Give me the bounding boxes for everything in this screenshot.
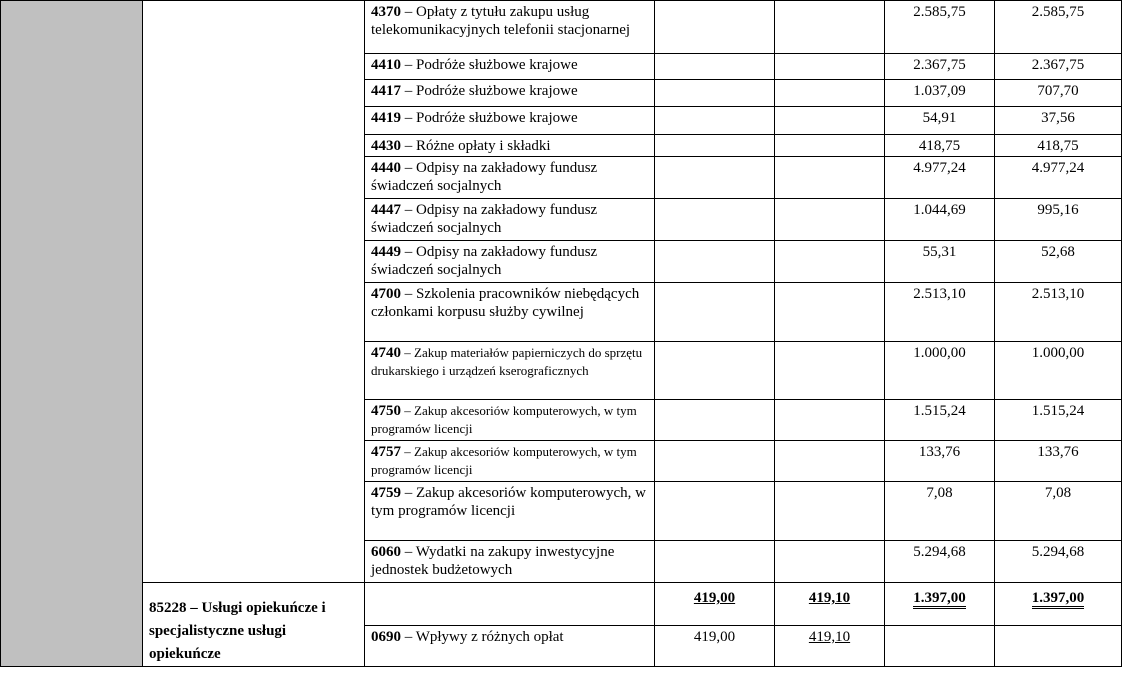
- cell-value: 1.515,24: [995, 400, 1122, 441]
- cell-value: [885, 626, 995, 667]
- cell-value: [775, 541, 885, 583]
- cell-value: [655, 54, 775, 80]
- table-row: [1, 1, 1122, 54]
- cell-value: 1.044,69: [885, 199, 995, 241]
- cell-value: [655, 80, 775, 107]
- empty-section-cell: [143, 1, 365, 583]
- cell-value: 52,68: [995, 241, 1122, 283]
- cell-value: [655, 441, 775, 482]
- cell-value: 418,75: [995, 135, 1122, 157]
- cell-value: [775, 482, 885, 541]
- cell-value: 7,08: [995, 482, 1122, 541]
- cell-value: 54,91: [885, 107, 995, 135]
- cell-value: 133,76: [995, 441, 1122, 482]
- row-description: 4449 – Odpisy na zakładowy fundusz świadczeń socjalnych: [365, 241, 655, 283]
- total-value: 419,00: [655, 583, 775, 626]
- cell-value: 1.000,00: [995, 342, 1122, 400]
- cell-value: 707,70: [995, 80, 1122, 107]
- row-description: 4417 – Podróże służbowe krajowe: [365, 80, 655, 107]
- cell-value: [655, 135, 775, 157]
- empty-description-cell: [365, 583, 655, 626]
- total-value: 1.397,00: [995, 583, 1122, 626]
- cell-value: 4.977,24: [995, 157, 1122, 199]
- cell-value: [775, 342, 885, 400]
- total-value: 1.397,00: [885, 583, 995, 626]
- cell-value: 2.585,75: [885, 1, 995, 54]
- cell-value: [775, 107, 885, 135]
- cell-value: [655, 541, 775, 583]
- cell-value: [775, 135, 885, 157]
- cell-value: 7,08: [885, 482, 995, 541]
- cell-value: 2.513,10: [885, 283, 995, 342]
- gray-margin-column: [1, 1, 143, 667]
- section-title: 85228 – Usługi opiekuńcze i specjalistyczne usługi opiekuńcze: [143, 583, 365, 667]
- row-description: 4740 – Zakup materiałów papierniczych do sprzętu drukarskiego i urządzeń kserograficznych: [365, 342, 655, 400]
- cell-value: [655, 283, 775, 342]
- cell-value: [775, 199, 885, 241]
- cell-value: 2.367,75: [885, 54, 995, 80]
- cell-value: [775, 157, 885, 199]
- row-description: 4410 – Podróże służbowe krajowe: [365, 54, 655, 80]
- cell-value: [775, 1, 885, 54]
- cell-value: [655, 241, 775, 283]
- cell-value: 2.585,75: [995, 1, 1122, 54]
- cell-value: 2.513,10: [995, 283, 1122, 342]
- cell-value: [655, 199, 775, 241]
- row-description: 6060 – Wydatki na zakupy inwestycyjne jednostek budżetowych: [365, 541, 655, 583]
- cell-value: 419,10: [775, 626, 885, 667]
- cell-value: [655, 157, 775, 199]
- cell-value: 37,56: [995, 107, 1122, 135]
- row-description: 0690 – Wpływy z różnych opłat: [365, 626, 655, 667]
- cell-value: 418,75: [885, 135, 995, 157]
- cell-value: 1.515,24: [885, 400, 995, 441]
- cell-value: 5.294,68: [995, 541, 1122, 583]
- cell-value: 133,76: [885, 441, 995, 482]
- cell-value: [995, 626, 1122, 667]
- cell-value: 4.977,24: [885, 157, 995, 199]
- cell-value: [775, 441, 885, 482]
- cell-value: [775, 80, 885, 107]
- cell-value: 995,16: [995, 199, 1122, 241]
- cell-value: [775, 283, 885, 342]
- total-value: 419,10: [775, 583, 885, 626]
- cell-value: [655, 1, 775, 54]
- cell-value: [775, 54, 885, 80]
- cell-value: 55,31: [885, 241, 995, 283]
- row-description: 4757 – Zakup akcesoriów komputerowych, w tym programów licencji: [365, 441, 655, 482]
- cell-value: 2.367,75: [995, 54, 1122, 80]
- cell-value: 419,00: [655, 626, 775, 667]
- row-description: 4430 – Różne opłaty i składki: [365, 135, 655, 157]
- cell-value: [775, 400, 885, 441]
- cell-value: [655, 107, 775, 135]
- row-description: 4750 – Zakup akcesoriów komputerowych, w tym programów licencji: [365, 400, 655, 441]
- cell-value: 1.000,00: [885, 342, 995, 400]
- row-description: 4370 – Opłaty z tytułu zakupu usług telekomunikacyjnych telefonii stacjonarnej: [365, 1, 655, 54]
- row-description: 4700 – Szkolenia pracowników niebędących członkami korpusu służby cywilnej: [365, 283, 655, 342]
- row-description: 4759 – Zakup akcesoriów komputerowych, w tym programów licencji: [365, 482, 655, 541]
- row-description: 4419 – Podróże służbowe krajowe: [365, 107, 655, 135]
- section-totals-row: [1, 583, 1122, 626]
- row-description: 4440 – Odpisy na zakładowy fundusz świadczeń socjalnych: [365, 157, 655, 199]
- cell-value: 1.037,09: [885, 80, 995, 107]
- cell-value: 5.294,68: [885, 541, 995, 583]
- cell-value: [655, 342, 775, 400]
- cell-value: [655, 400, 775, 441]
- row-description: 4447 – Odpisy na zakładowy fundusz świadczeń socjalnych: [365, 199, 655, 241]
- cell-value: [655, 482, 775, 541]
- cell-value: [775, 241, 885, 283]
